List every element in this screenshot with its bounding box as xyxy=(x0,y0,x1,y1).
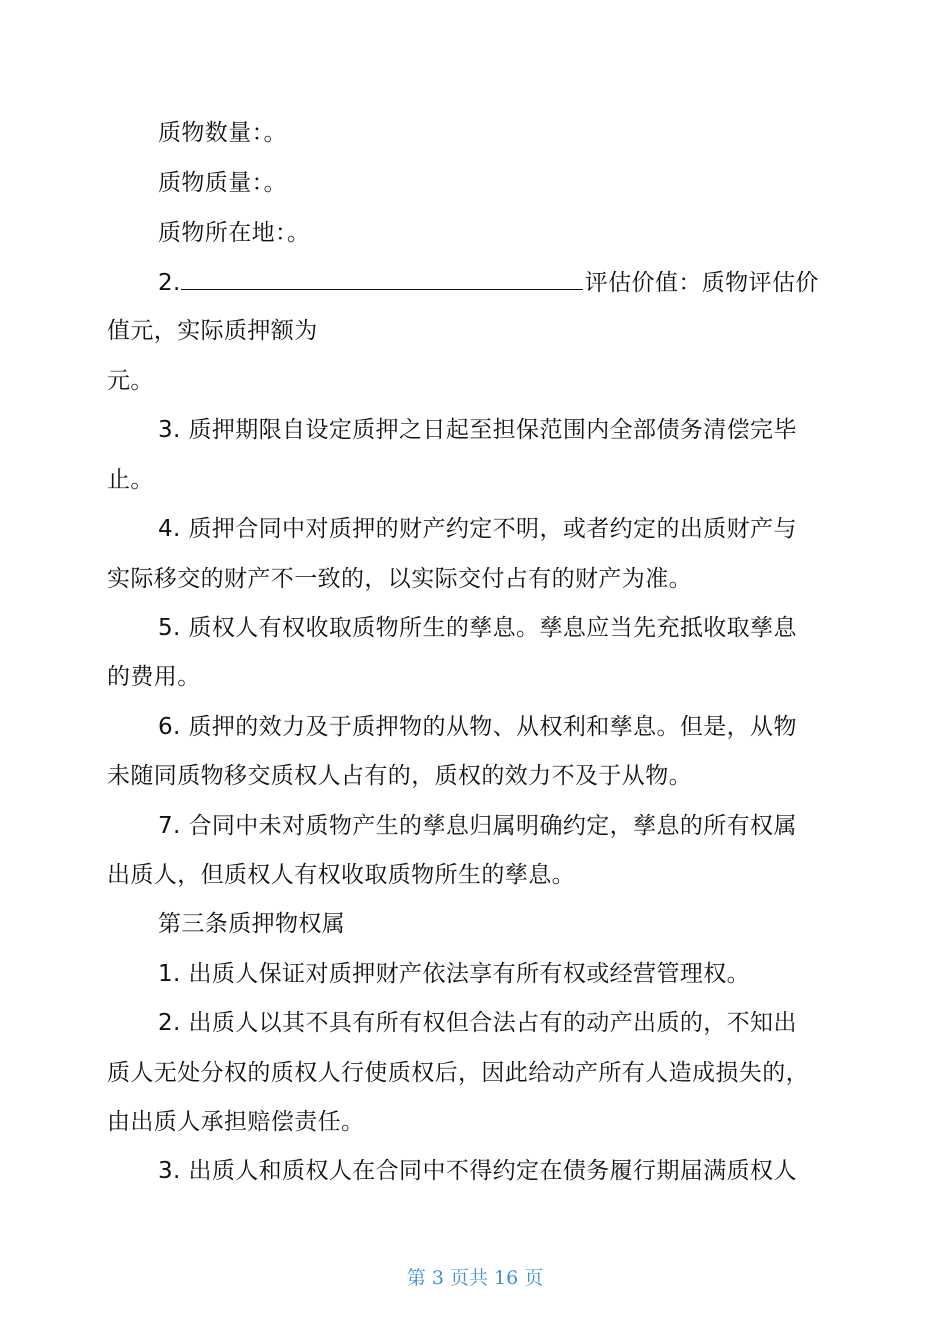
paragraph-line: 实际移交的财产不一致的，以实际交付占有的财产为准。 xyxy=(107,566,692,592)
clause-6: 6. 质押的效力及于质押物的从物、从权利和孳息。但是，从物 xyxy=(158,714,797,740)
paragraph-line: 元。 xyxy=(107,368,154,394)
clause-3: 3. 质押期限自设定质押之日起至担保范围内全部债务清偿完毕 xyxy=(158,417,797,443)
paragraph-line: 出质人，但质权人有权收取质物所生的孳息。 xyxy=(107,862,575,888)
paragraph-line: 未随同质物移交质权人占有的，质权的效力不及于从物。 xyxy=(107,763,692,789)
valuation-text: 评估价值：质物评估价 xyxy=(584,270,819,296)
item-number: 2. xyxy=(158,270,181,296)
article-3-clause-2: 2. 出质人以其不具有所有权但合法占有的动产出质的，不知出 xyxy=(158,1010,797,1036)
fill-in-blank xyxy=(181,267,583,290)
paragraph-line: 由出质人承担赔偿责任。 xyxy=(107,1109,365,1135)
article-3-clause-1: 1. 出质人保证对质押财产依法享有所有权或经营管理权。 xyxy=(158,961,751,987)
pledge-location-line: 质物所在地：。 xyxy=(158,220,311,246)
valuation-line xyxy=(158,267,819,298)
paragraph-line: 的费用。 xyxy=(107,664,201,690)
paragraph-line: 质人无处分权的质权人行使质权后，因此给动产所有人造成损失的， xyxy=(107,1060,809,1086)
page-number-footer: 第 3 页共 16 页 xyxy=(406,1267,544,1289)
paragraph-line: 止。 xyxy=(107,467,154,493)
pledge-quality-line: 质物质量：。 xyxy=(158,170,287,196)
clause-7: 7. 合同中未对质物产生的孳息归属明确约定，孳息的所有权属 xyxy=(158,813,797,839)
clause-5: 5. 质权人有权收取质物所生的孳息。孳息应当先充抵收取孳息 xyxy=(158,615,797,641)
pledge-quantity-line: 质物数量：。 xyxy=(158,120,287,146)
paragraph-line: 值元，实际质押额为 xyxy=(107,318,318,344)
clause-4: 4. 质押合同中对质押的财产约定不明，或者约定的出质财产与 xyxy=(158,516,797,542)
article-3-clause-3: 3. 出质人和质权人在合同中不得约定在债务履行期届满质权人 xyxy=(158,1158,797,1184)
article-heading: 第三条质押物权属 xyxy=(158,911,346,937)
